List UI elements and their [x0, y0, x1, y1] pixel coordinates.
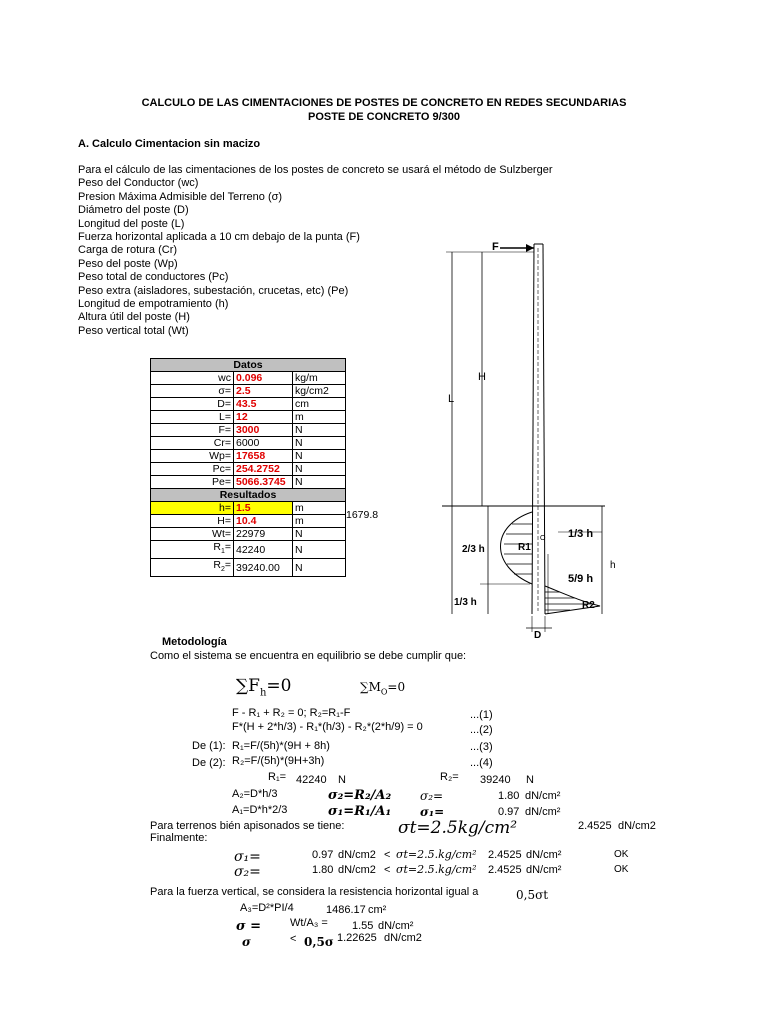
row-label: Wt=	[151, 528, 234, 541]
row-value: 254.2752	[234, 463, 293, 476]
half-sigma-t: 0,5σt	[516, 888, 549, 902]
row-unit: N	[293, 476, 346, 489]
row-label: H=	[151, 515, 234, 528]
row-unit: N	[293, 424, 346, 437]
r1-value: 42240	[296, 774, 327, 786]
row-unit: N	[293, 437, 346, 450]
variable-line: Peso del Conductor (wc)	[78, 177, 199, 190]
sigma1-unit: dN/cm²	[525, 806, 561, 818]
equation-1: F - R₁ + R₂ = 0; R₂=R₁-F	[232, 707, 351, 719]
diagram-label-h: h	[610, 560, 616, 571]
table-row	[151, 372, 346, 385]
document-subtitle: POSTE DE CONCRETO 9/300	[307, 111, 460, 123]
row-unit: m	[293, 411, 346, 424]
check1-lt: <	[384, 849, 391, 861]
row-value: 1.5	[234, 502, 293, 515]
a1-formula: A₁=D*h*2/3	[232, 804, 288, 816]
section-heading: A. Calculo Cimentacion sin macizo	[78, 138, 261, 150]
sigma2-unit: dN/cm²	[525, 790, 561, 802]
sum-mo-equation: $\sum M_O=0$	[360, 680, 406, 697]
variable-line: Para el cálculo de las cimentaciones de los postes de concreto se usará el método de Sulzberger	[78, 164, 553, 176]
r2-unit: N	[526, 774, 534, 786]
r1-label: R₁=	[268, 771, 287, 783]
side-value: 1679.8	[346, 509, 379, 521]
row-label: σ=	[151, 385, 234, 398]
document-title: CALCULO DE LAS CIMENTACIONES DE POSTES DE CONCRETO EN REDES SECUNDARIAS	[141, 97, 627, 109]
variable-line: Altura útil del poste (H)	[78, 311, 190, 324]
sigma-t-formula: σt=2.5kg/cm²	[398, 818, 518, 838]
table-row	[151, 476, 346, 489]
variable-line: Longitud de empotramiento (h)	[78, 298, 229, 311]
de1-label: De (1):	[192, 740, 226, 752]
table-row	[151, 385, 346, 398]
diagram-label-h-upper: H	[478, 371, 486, 383]
check1-limit-unit: dN/cm²	[526, 849, 562, 861]
wt-a3-value: 1.55	[352, 920, 374, 932]
sigma-t-unit: dN/cm2	[618, 820, 656, 832]
wt-a3: Wt/A₃ =	[290, 917, 328, 929]
sigma1-value: 0.97	[498, 806, 520, 818]
row-unit: N	[293, 541, 346, 559]
row-unit: kg/m	[293, 372, 346, 385]
sigma1-label: σ₁=	[420, 805, 445, 819]
diagram-label-o: O	[540, 535, 546, 542]
sum-fh-equation: $\sum F_h=0$	[236, 676, 292, 699]
diagram-label-f: F	[492, 241, 499, 253]
check1-formula: σt=2.5.kg/cm²	[396, 848, 477, 861]
diagram-label-r2: R2	[582, 600, 595, 611]
sigma2-formula: σ₂=R₂/A₂	[328, 788, 392, 803]
sigma-label: σ =	[236, 919, 262, 934]
sigma1-formula: σ₁=R₁/A₁	[328, 804, 392, 819]
check2-lt: <	[384, 864, 391, 876]
final-value: 1.22625	[337, 932, 377, 944]
pole-diagram	[430, 236, 620, 642]
a3-formula: A₃=D²*PI/4	[240, 902, 294, 914]
equation-4: R₂=F/(5h)*(9H+3h)	[232, 755, 325, 767]
row-label: Cr=	[151, 437, 234, 450]
metodologia-heading: Metodología	[162, 636, 227, 648]
equation-1-ref: ...(1)	[470, 709, 493, 721]
table-row	[151, 502, 346, 515]
a3-unit: cm²	[368, 904, 387, 916]
row-unit: N	[293, 450, 346, 463]
wt-a3-unit: dN/cm²	[378, 920, 414, 932]
row-value: 0.096	[234, 372, 293, 385]
diagram-label-five-ninth: 5/9 h	[568, 573, 594, 585]
table-row	[151, 437, 346, 450]
check1-label: σ₁=	[234, 849, 261, 865]
variable-line: Longitud del poste (L)	[78, 217, 185, 230]
terrenos-text: Para terrenos bién apisonados se tiene:	[150, 820, 345, 832]
table-row	[151, 528, 346, 541]
row-label: Pc=	[151, 463, 234, 476]
row-value: 5066.3745	[234, 476, 293, 489]
equation-2-ref: ...(2)	[470, 724, 493, 736]
finalmente-label: Finalmente:	[150, 832, 208, 844]
row-value: 42240	[234, 541, 293, 559]
row-value: 6000	[234, 437, 293, 450]
half-formula: 0,5σ	[304, 935, 334, 949]
table-row	[151, 450, 346, 463]
sigma2-label: σ₂=	[420, 789, 444, 803]
row-value: 3000	[234, 424, 293, 437]
variable-line: Peso vertical total (Wt)	[78, 324, 189, 337]
check1-unit: dN/cm2	[338, 849, 376, 861]
check2-unit: dN/cm2	[338, 864, 376, 876]
metodologia-intro: Como el sistema se encuentra en equilibrio se debe cumplir que:	[150, 650, 467, 662]
variable-line: Peso extra (aisladores, subestación, crucetas, etc) (Pe)	[78, 284, 349, 297]
check2-ok: OK	[614, 864, 629, 875]
diagram-label-d: D	[534, 630, 542, 641]
equation-3: R₁=F/(5h)*(9H + 8h)	[232, 740, 330, 752]
table-row	[151, 411, 346, 424]
check2-label: σ₂=	[234, 864, 261, 880]
a2-formula: A₂=D*h/3	[232, 788, 278, 800]
diagram-label-two-third: 2/3 h	[462, 544, 485, 555]
variable-line: Fuerza horizontal aplicada a 10 cm debajo de la punta (F)	[78, 231, 360, 244]
row-value: 10.4	[234, 515, 293, 528]
final-unit: dN/cm2	[384, 932, 422, 944]
vertical-text: Para la fuerza vertical, se considera la resistencia horizontal igual a	[150, 886, 479, 898]
row-value: 39240.00	[234, 559, 293, 577]
row-label: Pe=	[151, 476, 234, 489]
row-label: Wp=	[151, 450, 234, 463]
row-unit: N	[293, 463, 346, 476]
row-label: wc	[151, 372, 234, 385]
final-lt: <	[290, 933, 297, 945]
diagram-label-one-third-bottom: 1/3 h	[454, 597, 477, 608]
diagram-label-r1: R1	[518, 542, 531, 553]
row-value: 12	[234, 411, 293, 424]
check2-formula: σt=2.5.kg/cm²	[396, 863, 477, 876]
row-unit: cm	[293, 398, 346, 411]
row-value: 22979	[234, 528, 293, 541]
check1-limit: 2.4525	[488, 849, 522, 861]
diagram-label-one-third: 1/3 h	[568, 528, 594, 540]
check1-ok: OK	[614, 849, 629, 860]
row-value: 17658	[234, 450, 293, 463]
row-unit: N	[293, 559, 346, 577]
row-label: L=	[151, 411, 234, 424]
row-label: $R_1=$	[151, 541, 234, 559]
sigma-label-2: σ	[242, 935, 251, 949]
row-unit: m	[293, 515, 346, 528]
r2-label: R₂=	[440, 771, 459, 783]
data-table	[150, 358, 346, 577]
r1-unit: N	[338, 774, 346, 786]
table-row	[151, 463, 346, 476]
variable-line: Diámetro del poste (D)	[78, 204, 189, 217]
table-row	[151, 424, 346, 437]
variable-line: Peso del poste (Wp)	[78, 257, 178, 270]
row-label: h=	[151, 502, 234, 515]
check1-value: 0.97	[312, 849, 334, 861]
sigma-t-value: 2.4525	[578, 820, 612, 832]
row-value: 43.5	[234, 398, 293, 411]
check2-value: 1.80	[312, 864, 334, 876]
row-unit: kg/cm2	[293, 385, 346, 398]
de2-label: De (2):	[192, 757, 226, 769]
diagram-label-l: L	[448, 393, 455, 405]
check2-limit-unit: dN/cm²	[526, 864, 562, 876]
equation-2: F*(H + 2*h/3) - R₁*(h/3) - R₂*(2*h/9) = 0	[232, 721, 423, 733]
row-label: $R_2=$	[151, 559, 234, 577]
r2-value: 39240	[480, 774, 511, 786]
row-label: D=	[151, 398, 234, 411]
row-value: 2.5	[234, 385, 293, 398]
table-section-header: Datos	[151, 359, 346, 372]
table-section-header: Resultados	[151, 489, 346, 502]
variable-line: Presion Máxima Admisible del Terreno (σ)	[78, 190, 283, 203]
row-unit: m	[293, 502, 346, 515]
table-row	[151, 559, 346, 577]
sigma2-value: 1.80	[498, 790, 520, 802]
table-row	[151, 515, 346, 528]
table-row	[151, 398, 346, 411]
row-unit: N	[293, 528, 346, 541]
equation-4-ref: ...(4)	[470, 757, 493, 769]
a3-value: 1486.17	[326, 904, 366, 916]
check2-limit: 2.4525	[488, 864, 522, 876]
table-row	[151, 541, 346, 559]
variable-line: Carga de rotura (Cr)	[78, 244, 178, 257]
row-label: F=	[151, 424, 234, 437]
equation-3-ref: ...(3)	[470, 741, 493, 753]
variable-line: Peso total de conductores (Pc)	[78, 271, 229, 284]
